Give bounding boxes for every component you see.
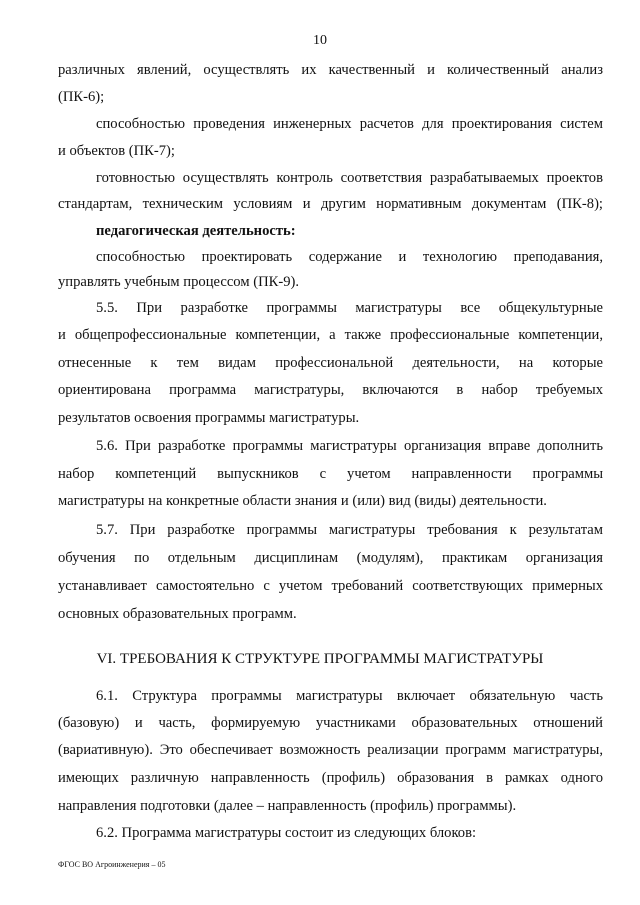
text-line: способностью проектировать содержание и технологию преподавания, [96, 249, 603, 265]
text-line: 6.2. Программа магистратуры состоит из следующих блоков: [96, 825, 477, 841]
text-line: (ПК-6); [58, 89, 105, 105]
page-number: 10 [313, 33, 327, 48]
text-line: 5.5. При разработке программы магистратуры все общекультурные [96, 300, 603, 316]
text-line: обучения по отдельным дисциплинам (модулям), практикам организация [58, 550, 603, 566]
text-line: устанавливает самостоятельно с учетом требований соответствующих примерных [58, 578, 603, 594]
text-line: отнесенные к тем видам профессиональной деятельности, на которые [58, 355, 603, 371]
text-line: способностью проведения инженерных расчетов для проектирования систем [96, 116, 603, 132]
document-footer: ФГОС ВО Агроинженерия – 05 [58, 860, 166, 869]
text-line: (базовую) и часть, формируемую участниками образовательных отношений [58, 715, 603, 731]
text-line: различных явлений, осуществлять их качественный и количественный анализ [58, 62, 603, 78]
text-line: 5.6. При разработке программы магистратуры организация вправе дополнить [96, 438, 603, 454]
text-line: 5.7. При разработке программы магистратуры требования к результатам [96, 522, 603, 538]
text-line: и объектов (ПК-7); [58, 143, 175, 159]
text-line: готовностью осуществлять контроль соответствия разрабатываемых проектов [96, 170, 603, 186]
text-line: основных образовательных программ. [58, 606, 297, 622]
text-line: направления подготовки (далее – направленность (профиль) программы). [58, 798, 517, 814]
subsection-label: педагогическая деятельность: [96, 223, 296, 239]
text-line: и общепрофессиональные компетенции, а также профессиональные компетенции, [58, 327, 603, 343]
text-line: (вариативную). Это обеспечивает возможность реализации программ магистратуры, [58, 742, 603, 758]
text-line: набор компетенций выпускников с учетом направленности программы [58, 466, 603, 482]
text-line: управлять учебным процессом (ПК-9). [58, 274, 300, 290]
text-line: 6.1. Структура программы магистратуры включает обязательную часть [96, 688, 603, 704]
text-line: магистратуры на конкретные области знания и (или) вид (виды) деятельности. [58, 493, 547, 509]
text-line: ориентирована программа магистратуры, включаются в набор требуемых [58, 382, 603, 398]
text-line: результатов освоения программы магистратуры. [58, 410, 360, 426]
section-heading: VI. ТРЕБОВАНИЯ К СТРУКТУРЕ ПРОГРАММЫ МАГИСТРАТУРЫ [96, 651, 544, 667]
text-line: имеющих различную направленность (профиль) образования в рамках одного [58, 770, 603, 786]
text-line: стандартам, техническим условиям и другим нормативным документам (ПК-8); [58, 196, 603, 212]
